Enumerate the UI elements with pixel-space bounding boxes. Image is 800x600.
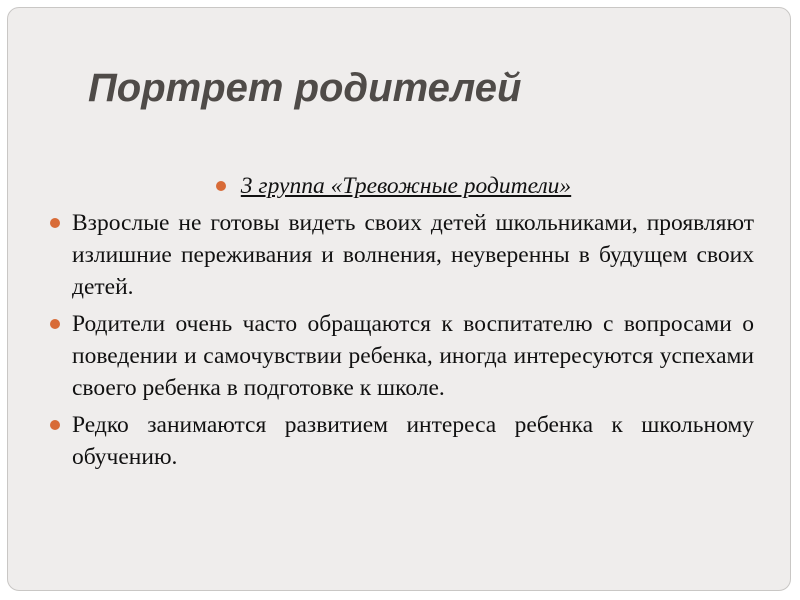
bullet-icon [50, 218, 60, 228]
bullet-item [48, 207, 754, 303]
bullet-text: Редко занимаются развитием интереса ребенка к школьному обучению. [72, 412, 754, 470]
bullet-item [48, 308, 754, 404]
slide-content [48, 170, 754, 478]
subtitle-row [48, 170, 754, 202]
bullet-text: Взрослые не готовы видеть своих детей школьниками, проявляют излишние переживания и волнения, неуверенны в будущем своих детей. [72, 210, 754, 300]
bullet-icon [50, 420, 60, 430]
bullet-text: Родители очень часто обращаются к воспитателю с вопросами о поведении и самочувствии ребенка, иногда интересуются успехами своего ребенка в подготовке к школе. [72, 311, 754, 401]
subtitle-text: 3 группа «Тревожные родители» [240, 173, 572, 199]
bullet-icon [50, 319, 60, 329]
subtitle [211, 170, 591, 202]
bullet-item [48, 409, 754, 473]
slide-title: Портрет родителей [88, 66, 522, 110]
bullet-icon [216, 181, 226, 191]
